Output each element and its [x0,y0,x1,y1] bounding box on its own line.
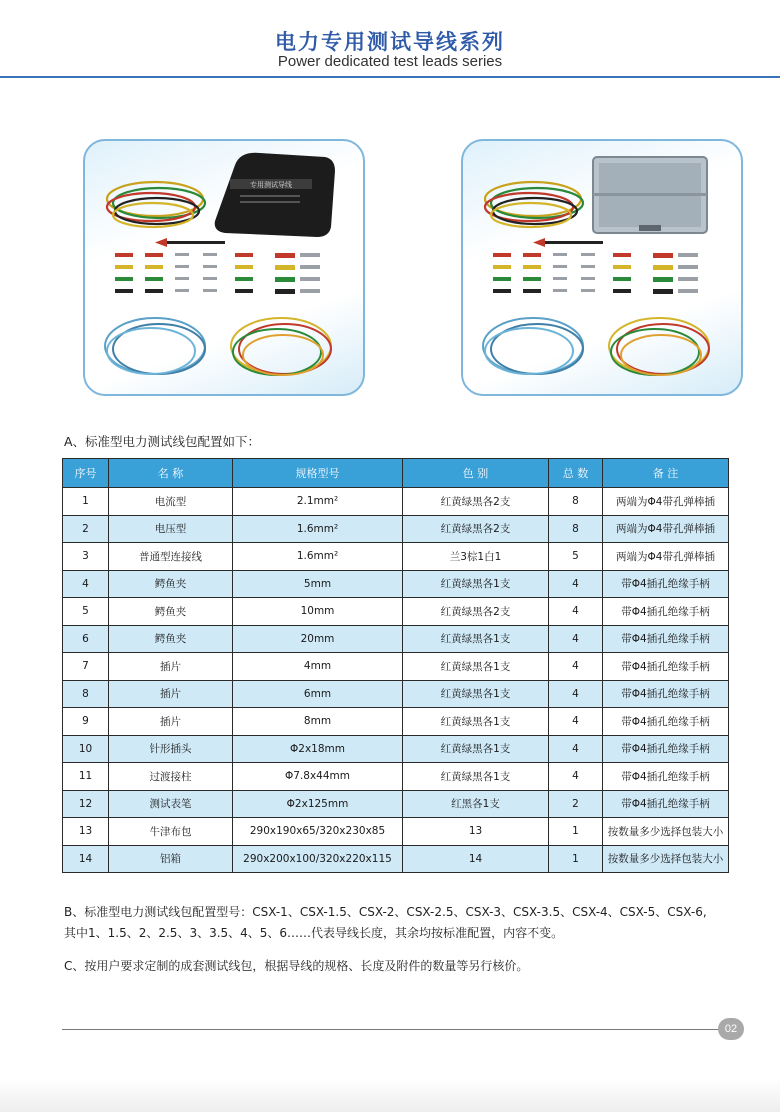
coiled-leads-image [107,182,205,227]
table-cell: Φ2x18mm [233,735,403,763]
table-cell: 3 [63,543,109,571]
cloth-bag-image [215,153,335,237]
table-cell: 电压型 [109,515,233,543]
table-cell: 带Φ4插孔绝缘手柄 [603,735,729,763]
header-divider [0,76,780,78]
table-row [63,598,729,626]
table-row [63,543,729,571]
table-cell: 10 [63,735,109,763]
coiled-leads-image [485,182,583,227]
table-cell: 5 [63,598,109,626]
page-title: 电力专用测试导线系列 [275,30,505,54]
table-cell: 6 [63,625,109,653]
table-cell: 过渡接柱 [109,763,233,791]
table-cell: 红黄绿黑各1支 [403,735,549,763]
table-cell: 两端为Φ4带孔弹棒插 [603,515,729,543]
column-header: 序号 [63,459,109,488]
table-cell: 带Φ4插孔绝缘手柄 [603,625,729,653]
table-cell: 红黄绿黑各1支 [403,625,549,653]
column-header: 色 别 [403,459,549,488]
table-cell: 带Φ4插孔绝缘手柄 [603,708,729,736]
table-cell: 按数量多少选择包装大小 [603,845,729,873]
column-header: 备 注 [603,459,729,488]
table-cell: 13 [403,818,549,846]
table-row [63,625,729,653]
table-cell: 14 [403,845,549,873]
table-cell: 290x190x65/320x230x85 [233,818,403,846]
page-bottom-band [0,1078,780,1112]
section-a-heading: A、标准型电力测试线包配置如下： [64,434,261,449]
table-cell: 插片 [109,680,233,708]
page-number-badge: 02 [718,1018,744,1040]
spec-table [62,458,729,873]
table-cell: 带Φ4插孔绝缘手柄 [603,790,729,818]
table-cell: 两端为Φ4带孔弹棒插 [603,543,729,571]
table-cell: 7 [63,653,109,681]
table-cell: 带Φ4插孔绝缘手柄 [603,680,729,708]
table-cell: 290x200x100/320x220x115 [233,845,403,873]
table-cell: 11 [63,763,109,791]
table-cell: 红黄绿黑各1支 [403,653,549,681]
table-cell: 13 [63,818,109,846]
table-cell: 鳄鱼夹 [109,625,233,653]
table-cell: 4 [549,625,603,653]
table-cell: 牛津布包 [109,818,233,846]
table-cell: 4 [549,763,603,791]
table-cell: 2 [63,515,109,543]
section-b-line-1: B、标准型电力测试线包配置型号：CSX-1、CSX-1.5、CSX-2、CSX-2.5、CSX-3、CSX-3.5、CSX-4、CSX-5、CSX-6, [64,905,707,919]
table-cell: 4 [549,708,603,736]
aluminum-case-image [593,157,707,233]
table-cell: 针形插头 [109,735,233,763]
bottom-coils-image [105,318,331,375]
column-header: 总 数 [549,459,603,488]
table-cell: 电流型 [109,488,233,516]
table-cell: 红黄绿黑各1支 [403,763,549,791]
table-cell: 4 [549,735,603,763]
table-cell: 铝箱 [109,845,233,873]
table-cell: 4 [549,598,603,626]
table-row [63,653,729,681]
table-cell: 10mm [233,598,403,626]
table-row [63,708,729,736]
table-cell: 带Φ4插孔绝缘手柄 [603,763,729,791]
table-row [63,570,729,598]
table-cell: 红黄绿黑各1支 [403,708,549,736]
table-row [63,515,729,543]
table-cell: 4mm [233,653,403,681]
table-cell: 带Φ4插孔绝缘手柄 [603,598,729,626]
bottom-coils-image [483,318,709,375]
table-cell: 1.6mm² [233,515,403,543]
table-body [63,488,729,873]
table-cell: 1 [63,488,109,516]
table-cell: 带Φ4插孔绝缘手柄 [603,570,729,598]
column-header: 规格型号 [233,459,403,488]
section-b-text [64,902,754,944]
table-cell: 红黄绿黑各2支 [403,488,549,516]
table-cell: 红黄绿黑各2支 [403,598,549,626]
table-cell: 红黑各1支 [403,790,549,818]
table-cell: 4 [549,680,603,708]
table-cell: 鳄鱼夹 [109,570,233,598]
table-cell: 1 [549,818,603,846]
table-cell: 普通型连接线 [109,543,233,571]
table-cell: 两端为Φ4带孔弹棒插 [603,488,729,516]
table-cell: 4 [63,570,109,598]
table-row [63,488,729,516]
table-cell: 5mm [233,570,403,598]
table-cell: 插片 [109,653,233,681]
table-cell: 4 [549,570,603,598]
table-cell: 按数量多少选择包装大小 [603,818,729,846]
table-row [63,763,729,791]
table-cell: 红黄绿黑各2支 [403,515,549,543]
table-cell: 红黄绿黑各1支 [403,680,549,708]
table-cell: 14 [63,845,109,873]
table-row [63,818,729,846]
table-row [63,735,729,763]
table-cell: 1.6mm² [233,543,403,571]
column-header: 名 称 [109,459,233,488]
table-cell: 5 [549,543,603,571]
table-row [63,680,729,708]
table-cell: 带Φ4插孔绝缘手柄 [603,653,729,681]
table-cell: 20mm [233,625,403,653]
table-cell: 8 [549,515,603,543]
accessories-grid-image [493,253,698,294]
product-photo-aluminum-case-kit [461,139,743,396]
section-b-line-2: 其中1、1.5、2、2.5、3、3.5、4、5、6……代表导线长度，其余均按标准配置，内容不变。 [64,926,564,940]
table-cell: 12 [63,790,109,818]
table-row [63,790,729,818]
table-cell: 红黄绿黑各1支 [403,570,549,598]
table-cell: 2 [549,790,603,818]
accessories-grid-image [115,253,320,294]
table-cell: Φ2x125mm [233,790,403,818]
table-cell: 插片 [109,708,233,736]
bag-label: 专用测试导线 [250,181,292,189]
table-cell: 8 [549,488,603,516]
table-cell: 8 [63,680,109,708]
table-cell: 鳄鱼夹 [109,598,233,626]
table-cell: 4 [549,653,603,681]
table-cell: 测试表笔 [109,790,233,818]
product-photo-bag-kit [83,139,365,396]
table-cell: 2.1mm² [233,488,403,516]
table-cell: 兰3棕1白1 [403,543,549,571]
table-cell: 9 [63,708,109,736]
footer-divider [62,1029,722,1030]
table-cell: 6mm [233,680,403,708]
page-subtitle: Power dedicated test leads series [277,53,503,70]
table-cell: Φ7.8x44mm [233,763,403,791]
table-cell: 8mm [233,708,403,736]
table-header-row [63,459,729,488]
table-cell: 1 [549,845,603,873]
table-row [63,845,729,873]
section-c-text: C、按用户要求定制的成套测试线包，根据导线的规格、长度及附件的数量等另行核价。 [64,959,529,973]
